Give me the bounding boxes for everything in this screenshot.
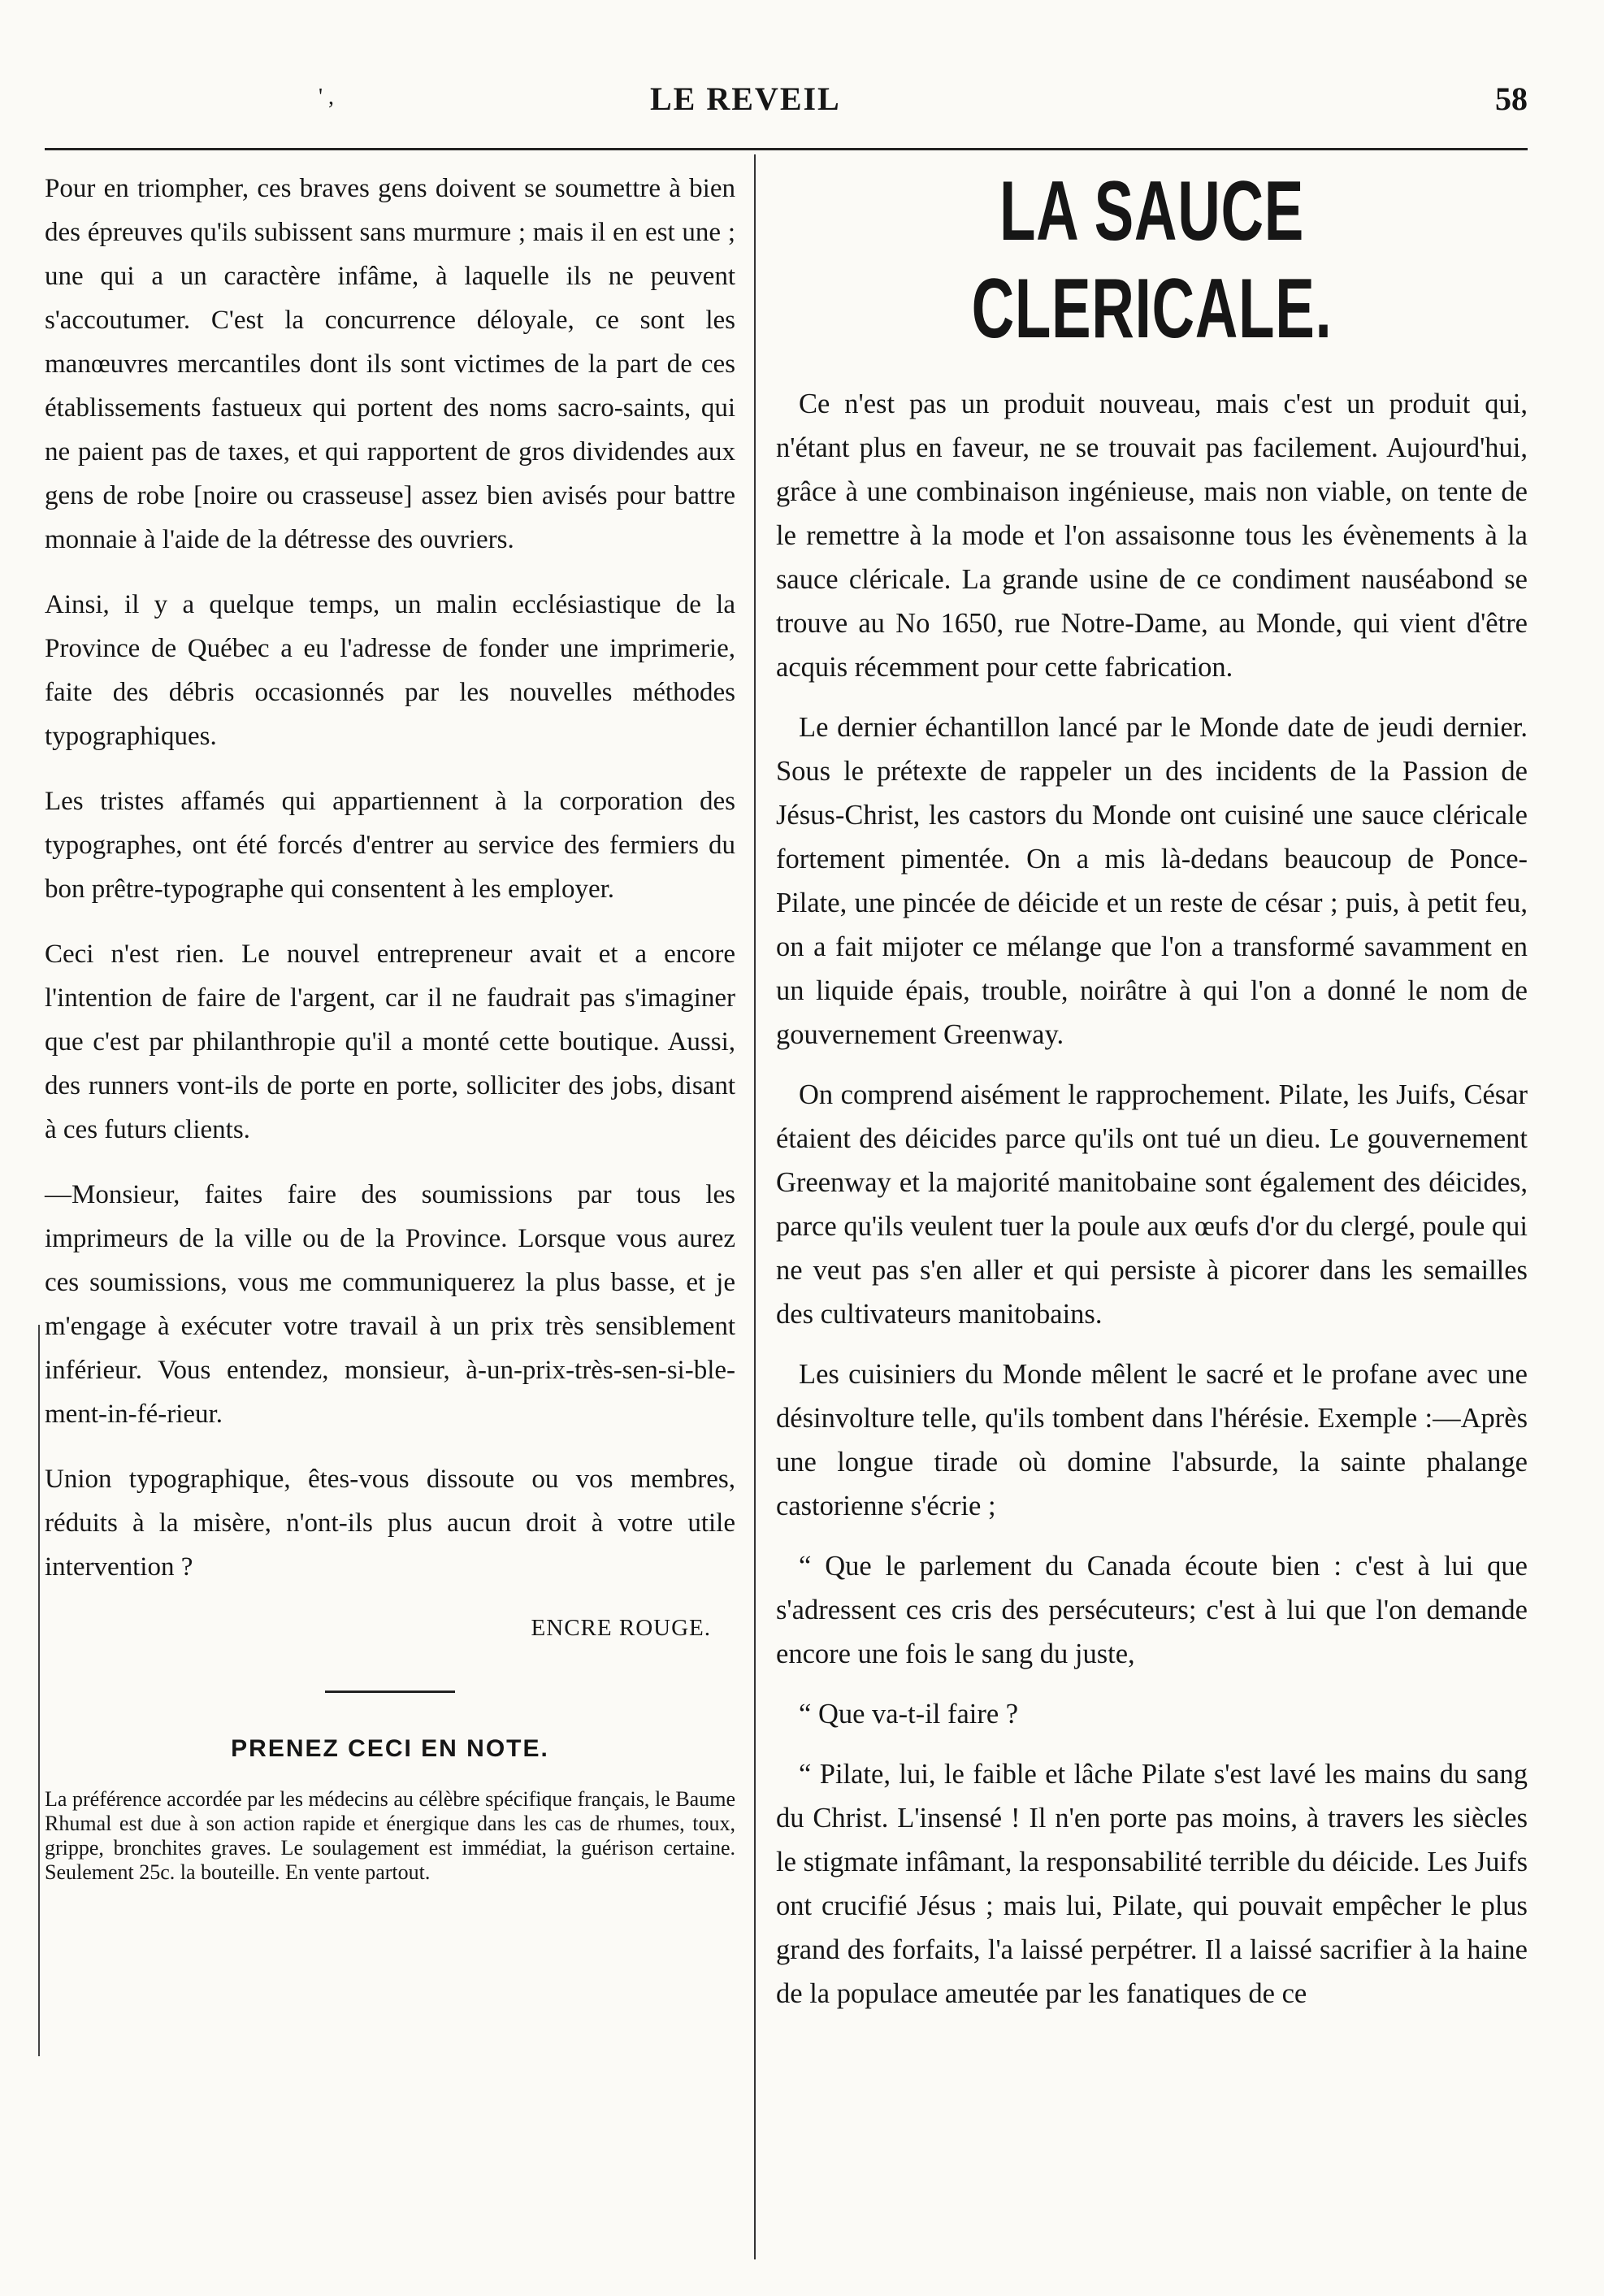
article-paragraph: Union typographique, êtes-vous dissoute ou vos membres, réduits à la misère, n'ont-ils plus aucun droit à votre utile intervention ?: [45, 1465, 735, 1582]
right-column: [776, 164, 1528, 2032]
article-paragraph: Pour en triompher, ces braves gens doivent se soumettre à bien des épreuves qu'ils subissent sans murmure ; mais il en est une ; une qui a un caractère infâme, à laquelle ils ne peuvent s'accoutumer. C'est la concurrence déloyale, ce sont les manœuvres mercantiles dont ils sont victimes de la part de ces établissements fastueux qui portent des noms sacro-saints, qui ne paient pas de taxes, et qui rapportent de gros dividendes aux gens de robe [noire ou crasseuse] assez bien avisés pour battre monnaie à l'aide de la détresse des ouvriers.: [45, 174, 735, 554]
article-paragraph: On comprend aisément le rapprochement. Pilate, les Juifs, César étaient des déicides parce qu'ils ont tué un dieu. Le gouvernement Greenway et la majorité manitobaine sont également des déicides, parce qu'ils veulent tuer la poule aux œufs d'or du clergé, poule qui ne veut pas s'en aller et qui persiste à picorer dans les semailles des cultivateurs manitobains.: [776, 1079, 1528, 1330]
margin-line: [38, 1325, 40, 2056]
article-title: LA SAUCE CLERICALE.: [971, 164, 1333, 356]
newspaper-title: LE REVEIL: [650, 80, 841, 117]
page-number: 58: [1495, 80, 1528, 117]
article-paragraph: Les cuisiniers du Monde mêlent le sacré et le profane avec une désinvolture telle, qu'ils tombent dans l'hérésie. Exemple :—Après une longue tirade où domine l'absurde, la sainte phalange castorienne s'écrie ;: [776, 1359, 1528, 1521]
notice-title: PRENEZ CECI EN NOTE.: [231, 1735, 549, 1762]
article-paragraph: Ainsi, il y a quelque temps, un malin ecclésiastique de la Province de Québec a eu l'adresse de fonder une imprimerie, faite des débris occasionnés par les nouvelles méthodes typographiques.: [45, 590, 735, 751]
article-paragraph: “ Pilate, lui, le faible et lâche Pilate s'est lavé les mains du sang du Christ. L'insensé ! Il n'en porte pas moins, à travers les siècles le stigmate infâmant, la responsabilité terrible du déicide. Les Juifs ont crucifié Jésus ; mais lui, Pilate, qui pouvait empêcher le plus grand des forfaits, l'a laissé perpétrer. Il a laissé sacrifier à la haine de la populace ameutée par les fanatiques de ce: [776, 1759, 1528, 2009]
article-paragraph: Le dernier échantillon lancé par le Monde date de jeudi dernier. Sous le prétexte de rappeler un des incidents de la Passion de Jésus-Christ, les castors du Monde ont cuisiné une sauce cléricale fortement pimentée. On a mis là-dedans beaucoup de Ponce-Pilate, une pincée de déicide et un reste de césar ; puis, à petit feu, on a fait mijoter ce mélange que l'on a transformé savamment en un liquide épais, trouble, noirâtre à qui l'on a donné le nom de gouvernement Greenway.: [776, 712, 1528, 1050]
article-paragraph: “ Que le parlement du Canada écoute bien : c'est à lui que s'adressent ces cris des persécuteurs; c'est à lui que l'on demande encore une fois le sang du juste,: [776, 1551, 1528, 1669]
section-divider: [325, 1691, 455, 1693]
article-signature: ENCRE ROUGE.: [531, 1615, 711, 1641]
article-paragraph: Les tristes affamés qui appartiennent à la corporation des typographes, ont été forcés d'entrer au service des fermiers du bon prêtre-typographe qui consentent à les employer.: [45, 787, 735, 904]
column-divider: [754, 154, 756, 2259]
header-mark: ' ,: [319, 85, 335, 110]
article-paragraph: Ceci n'est rien. Le nouvel entrepreneur avait et a encore l'intention de faire de l'argent, car il ne faudrait pas s'imaginer que c'est par philanthropie qu'il a monté cette boutique. Aussi, des runners vont-ils de porte en porte, solliciter des jobs, disant à ces futurs clients.: [45, 940, 735, 1144]
page-header: [309, 80, 1528, 128]
article-paragraph: Ce n'est pas un produit nouveau, mais c'est un produit qui, n'étant plus en faveur, ne se trouvait pas facilement. Aujourd'hui, grâce à une combinaison ingénieuse, mais non viable, on tente de le remettre à la mode et l'on assaisonne tous les évènements à la sauce cléricale. La grande usine de ce condiment nauséabond se trouve au No 1650, rue Notre-Dame, au Monde, qui vient d'être acquis récemment pour cette fabrication.: [776, 388, 1528, 683]
article-paragraph: “ Que va-t-il faire ?: [799, 1699, 1019, 1730]
article-paragraph: —Monsieur, faites faire des soumissions par tous les imprimeurs de la ville ou de la Province. Lorsque vous aurez ces soumissions, vous me communiquerez la plus basse, et je m'engage à exécuter votre travail à un prix très sensiblement inférieur. Vous entendez, monsieur, à-un-prix-très-sen-si-ble-ment-in-fé-rieur.: [45, 1180, 735, 1429]
left-column: [45, 167, 735, 1885]
header-rule: [45, 148, 1528, 150]
notice-text: La préférence accordée par les médecins au célèbre spécifique français, le Baume Rhumal est due à son action rapide et énergique dans les cas de rhumes, toux, grippe, bronchites graves. Le soulagement est immédiat, la guérison certaine. Seulement 25c. la bouteille. En vente partout.: [45, 1787, 735, 1884]
